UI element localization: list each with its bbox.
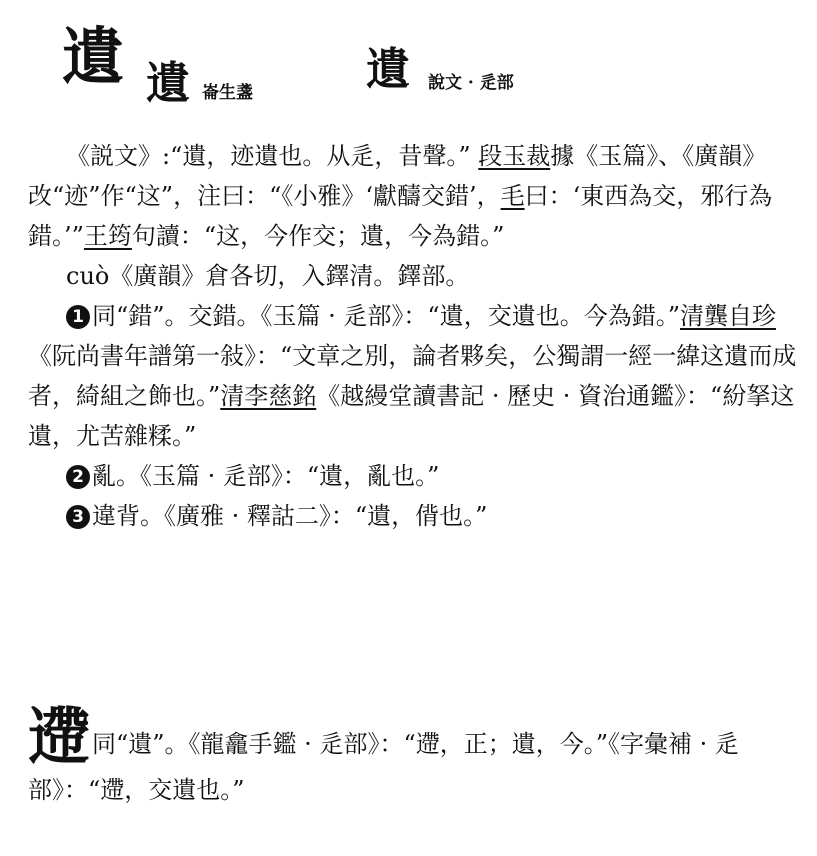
- sense-1: [28, 296, 800, 456]
- text-run: 《説文》:“遺，迹遺也。从辵，昔聲。”: [66, 142, 479, 170]
- text-run: 《阮尚書年譜第一敍》：“文章之別，論者夥矣，公獨謂一經一緯这遺而成者，綺組之飾也。”: [28, 342, 797, 410]
- variant-definition: 同“遺”。《龍龕手鑑 · 辵部》：“遰，正；遺，今。”《字彙補 · 辵部》：“遰，交遺也。”: [28, 730, 739, 804]
- text-run: 句讀：“这，今作交；遺，今為錯。”: [131, 222, 505, 250]
- text-run: 違背。《廣雅 · 釋詁二》：“遺，偝也。”: [92, 502, 488, 530]
- sense-2: [28, 456, 800, 496]
- seal-source-label: 崙生盞: [202, 83, 253, 103]
- pronunciation-line: cuò《廣韻》倉各切，入鐸清。鐸部。: [66, 262, 470, 290]
- person-name: 王筠: [83, 222, 132, 250]
- sense-3: [28, 496, 800, 536]
- shuowen-source-label: 說文 · 辵部: [428, 73, 514, 93]
- text-run: 據《玉篇》、《廣韻》改“迹”作“这”，注曰：“《小雅》‘獻醻交錯’，: [28, 142, 767, 210]
- person-name: 清龔自珍: [679, 302, 776, 330]
- sense-number-badge: 2: [66, 465, 90, 489]
- seal-script-glyph: 遺: [146, 58, 188, 109]
- variant-entry: [28, 700, 800, 812]
- sense-number-badge: 1: [66, 305, 90, 329]
- text-run: 亂。《玉篇 · 辵部》：“遺，亂也。”: [92, 462, 440, 490]
- etymology-paragraph: [28, 136, 800, 256]
- person-name: 毛: [500, 182, 525, 210]
- text-run: 《越縵堂讀書記 · 歷史 · 資治通鑑》：“紛拏这遺，尤苦雜糅。”: [28, 382, 795, 450]
- head-character: 遺: [62, 20, 125, 93]
- entry-heading: [62, 18, 802, 118]
- sense-number-badge: 3: [66, 505, 90, 529]
- text-run: 同“錯”。交錯。《玉篇 · 辵部》：“遺，交遺也。今為錯。”: [92, 302, 680, 330]
- person-name: 清李慈銘: [220, 382, 317, 410]
- entry-body: [28, 136, 800, 536]
- shuowen-seal-glyph: 遺: [366, 44, 408, 95]
- text-run: 曰：‘東西為交，邪行為錯。’”: [28, 182, 773, 250]
- variant-head-character: 遰: [28, 700, 91, 773]
- person-name: 段玉裁: [478, 142, 551, 170]
